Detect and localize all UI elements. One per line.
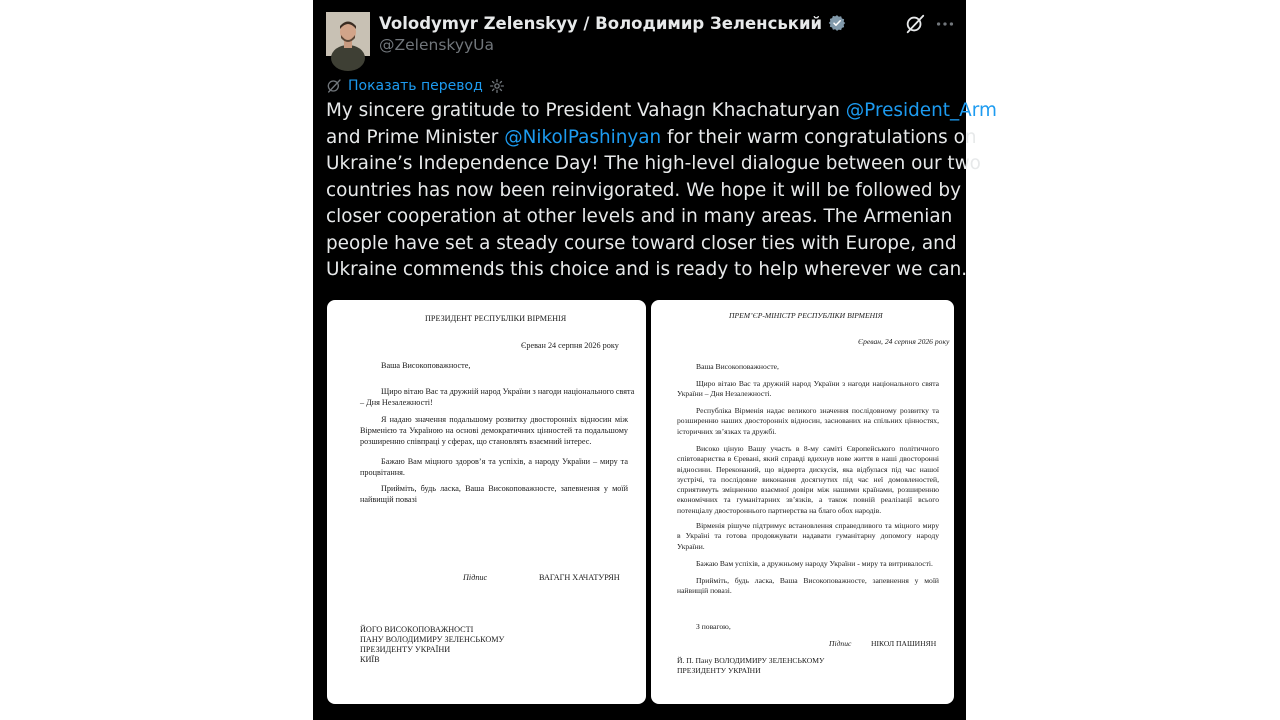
tweet-line: Ukraine’s Independence Day! The high-level dialogue between our two	[326, 153, 981, 174]
tweet-post	[313, 0, 997, 720]
recipient-address: ПРЕЗИДЕНТУ УКРАЇНИ	[677, 666, 761, 675]
president-letter-image[interactable]	[327, 300, 646, 704]
translate-icon	[326, 78, 342, 94]
letter-paragraph: Вірменія рішуче підтримує встановлення справедливого та міцного миру в Україні та готова продовжувати надавати гуманітарну допомогу народу України.	[677, 521, 939, 551]
signature-label: Підпис	[829, 639, 852, 648]
letter-paragraph: Прийміть, будь ласка, Ваша Високоповажносте, запевнення у моїй найвищій повазі.	[677, 576, 939, 596]
letter-date: Єреван, 24 серпня 2026 року	[858, 337, 950, 346]
letter-salutation: Ваша Високоповажносте,	[381, 361, 471, 370]
letter-paragraph: Республіка Вірменія надає великого значення послідовному розвитку та розширенню наших двосторонніх відносин, заснованих на спільних цінностях, історичних зв’язках та дружбі.	[677, 406, 939, 436]
tweet-text	[326, 98, 997, 284]
letter-header: ПРЕМ’ЄР-МІНІСТР РЕСПУБЛІКИ ВІРМЕНІЯ	[729, 311, 883, 320]
mention-link[interactable]: @President_Arm	[845, 100, 997, 121]
more-options-icon[interactable]	[934, 13, 956, 35]
tweet-text-segment: for their warm congratulations on	[661, 126, 977, 148]
mention-link[interactable]: @NikolPashinyan	[504, 126, 662, 148]
letter-closing: З повагою,	[696, 622, 731, 631]
tweet-line: people have set a steady course toward closer ties with Europe, and	[326, 232, 957, 254]
letter-header: ПРЕЗИДЕНТ РЕСПУБЛІКИ ВІРМЕНІЯ	[425, 314, 567, 323]
letter-paragraph: Щиро вітаю Вас та дружній народ України з нагоди національного свята України – Дня Незалежності.	[677, 379, 939, 399]
author-avatar[interactable]	[326, 12, 370, 56]
letter-paragraph: – Дня Незалежності!	[360, 398, 433, 407]
author-handle[interactable]: @ZelenskyyUa	[379, 36, 495, 54]
letter-paragraph: Бажаю Вам успіхів, а дружньому народу України - миру та витривалості.	[696, 559, 933, 568]
prime-minister-letter-image[interactable]	[651, 300, 954, 704]
recipient-address: ПАНУ ВОЛОДИМИРУ ЗЕЛЕНСЬКОМУ	[360, 635, 505, 644]
tweet-text-segment: My sincere gratitude to President Vahagn Khachaturyan	[326, 100, 846, 121]
tweet-line: closer cooperation at other levels and in many areas. The Armenian	[326, 206, 953, 227]
recipient-address: Й. П. Пану ВОЛОДИМИРУ ЗЕЛЕНСЬКОМУ	[677, 656, 825, 665]
gear-icon[interactable]	[489, 78, 505, 94]
letter-paragraph: Щиро вітаю Вас та дружній народ України з нагоди національного свята	[381, 387, 635, 396]
tweet-line: countries has now been reinvigorated. We hope it will be followed by	[326, 179, 961, 201]
signatory-name: НІКОЛ ПАШИНЯН	[871, 639, 937, 648]
tweet-text-segment: and Prime Minister	[326, 126, 505, 148]
author-name-row	[379, 12, 846, 34]
grok-icon[interactable]	[904, 13, 926, 35]
tweet-line	[326, 125, 977, 152]
letter-paragraph: Бажаю Вам міцного здоров’я та успіхів, а народу України – миру та процвітання.	[360, 457, 628, 477]
recipient-address: ПРЕЗИДЕНТУ УКРАЇНИ	[360, 645, 451, 654]
recipient-address: ЙОГО ВИСОКОПОВАЖНОСТІ	[360, 625, 474, 634]
author-name[interactable]: Volodymyr Zelenskyy / Володимир Зеленський	[379, 13, 823, 33]
letter-date: Єреван 24 серпня 2026 року	[521, 341, 619, 350]
translate-row[interactable]	[326, 77, 505, 95]
recipient-address: КИЇВ	[360, 655, 380, 664]
translate-link[interactable]: Показать перевод	[348, 78, 483, 94]
signatory-name: ВАГАГН ХАЧАТУРЯН	[539, 573, 620, 582]
signature-label: Підпис	[463, 573, 488, 582]
letter-paragraph: Високо ціную Вашу участь в 8-му саміті Європейського політичного співтовариства в Єревані, який справді вдихнув нове життя в наші двосторонні відносини. Переконаний, що відверта дискусія, яка відбулася під час нашої зустрічі, та послідовне виконання досягнутих під час неї домовленостей, сприятимуть зміцненню взаємної довіри між нашими країнами, розширенню економічних та гуманітарних зв’язків, а також повній реалізації всього потенціалу двостороннього партнерства на благо обох народів.	[677, 444, 939, 515]
tweet-line: Ukraine commends this choice and is ready to help wherever we can.	[326, 259, 968, 280]
verified-badge-icon	[828, 14, 846, 32]
avatar-image	[326, 12, 370, 56]
letter-paragraph: Я надаю значення подальшому розвитку двосторонніх відносин між Вірменією та Україною на основі демократичних цінностей та подальшому розширенню співпраці у сферах, що становлять взаємний інтерес.	[360, 415, 628, 446]
letter-paragraph: Прийміть, будь ласка, Ваша Високоповажносте, запевнення у моїй найвищій повазі	[360, 484, 628, 504]
letter-salutation: Ваша Високоповажносте,	[696, 362, 779, 371]
tweet-line	[326, 98, 997, 125]
